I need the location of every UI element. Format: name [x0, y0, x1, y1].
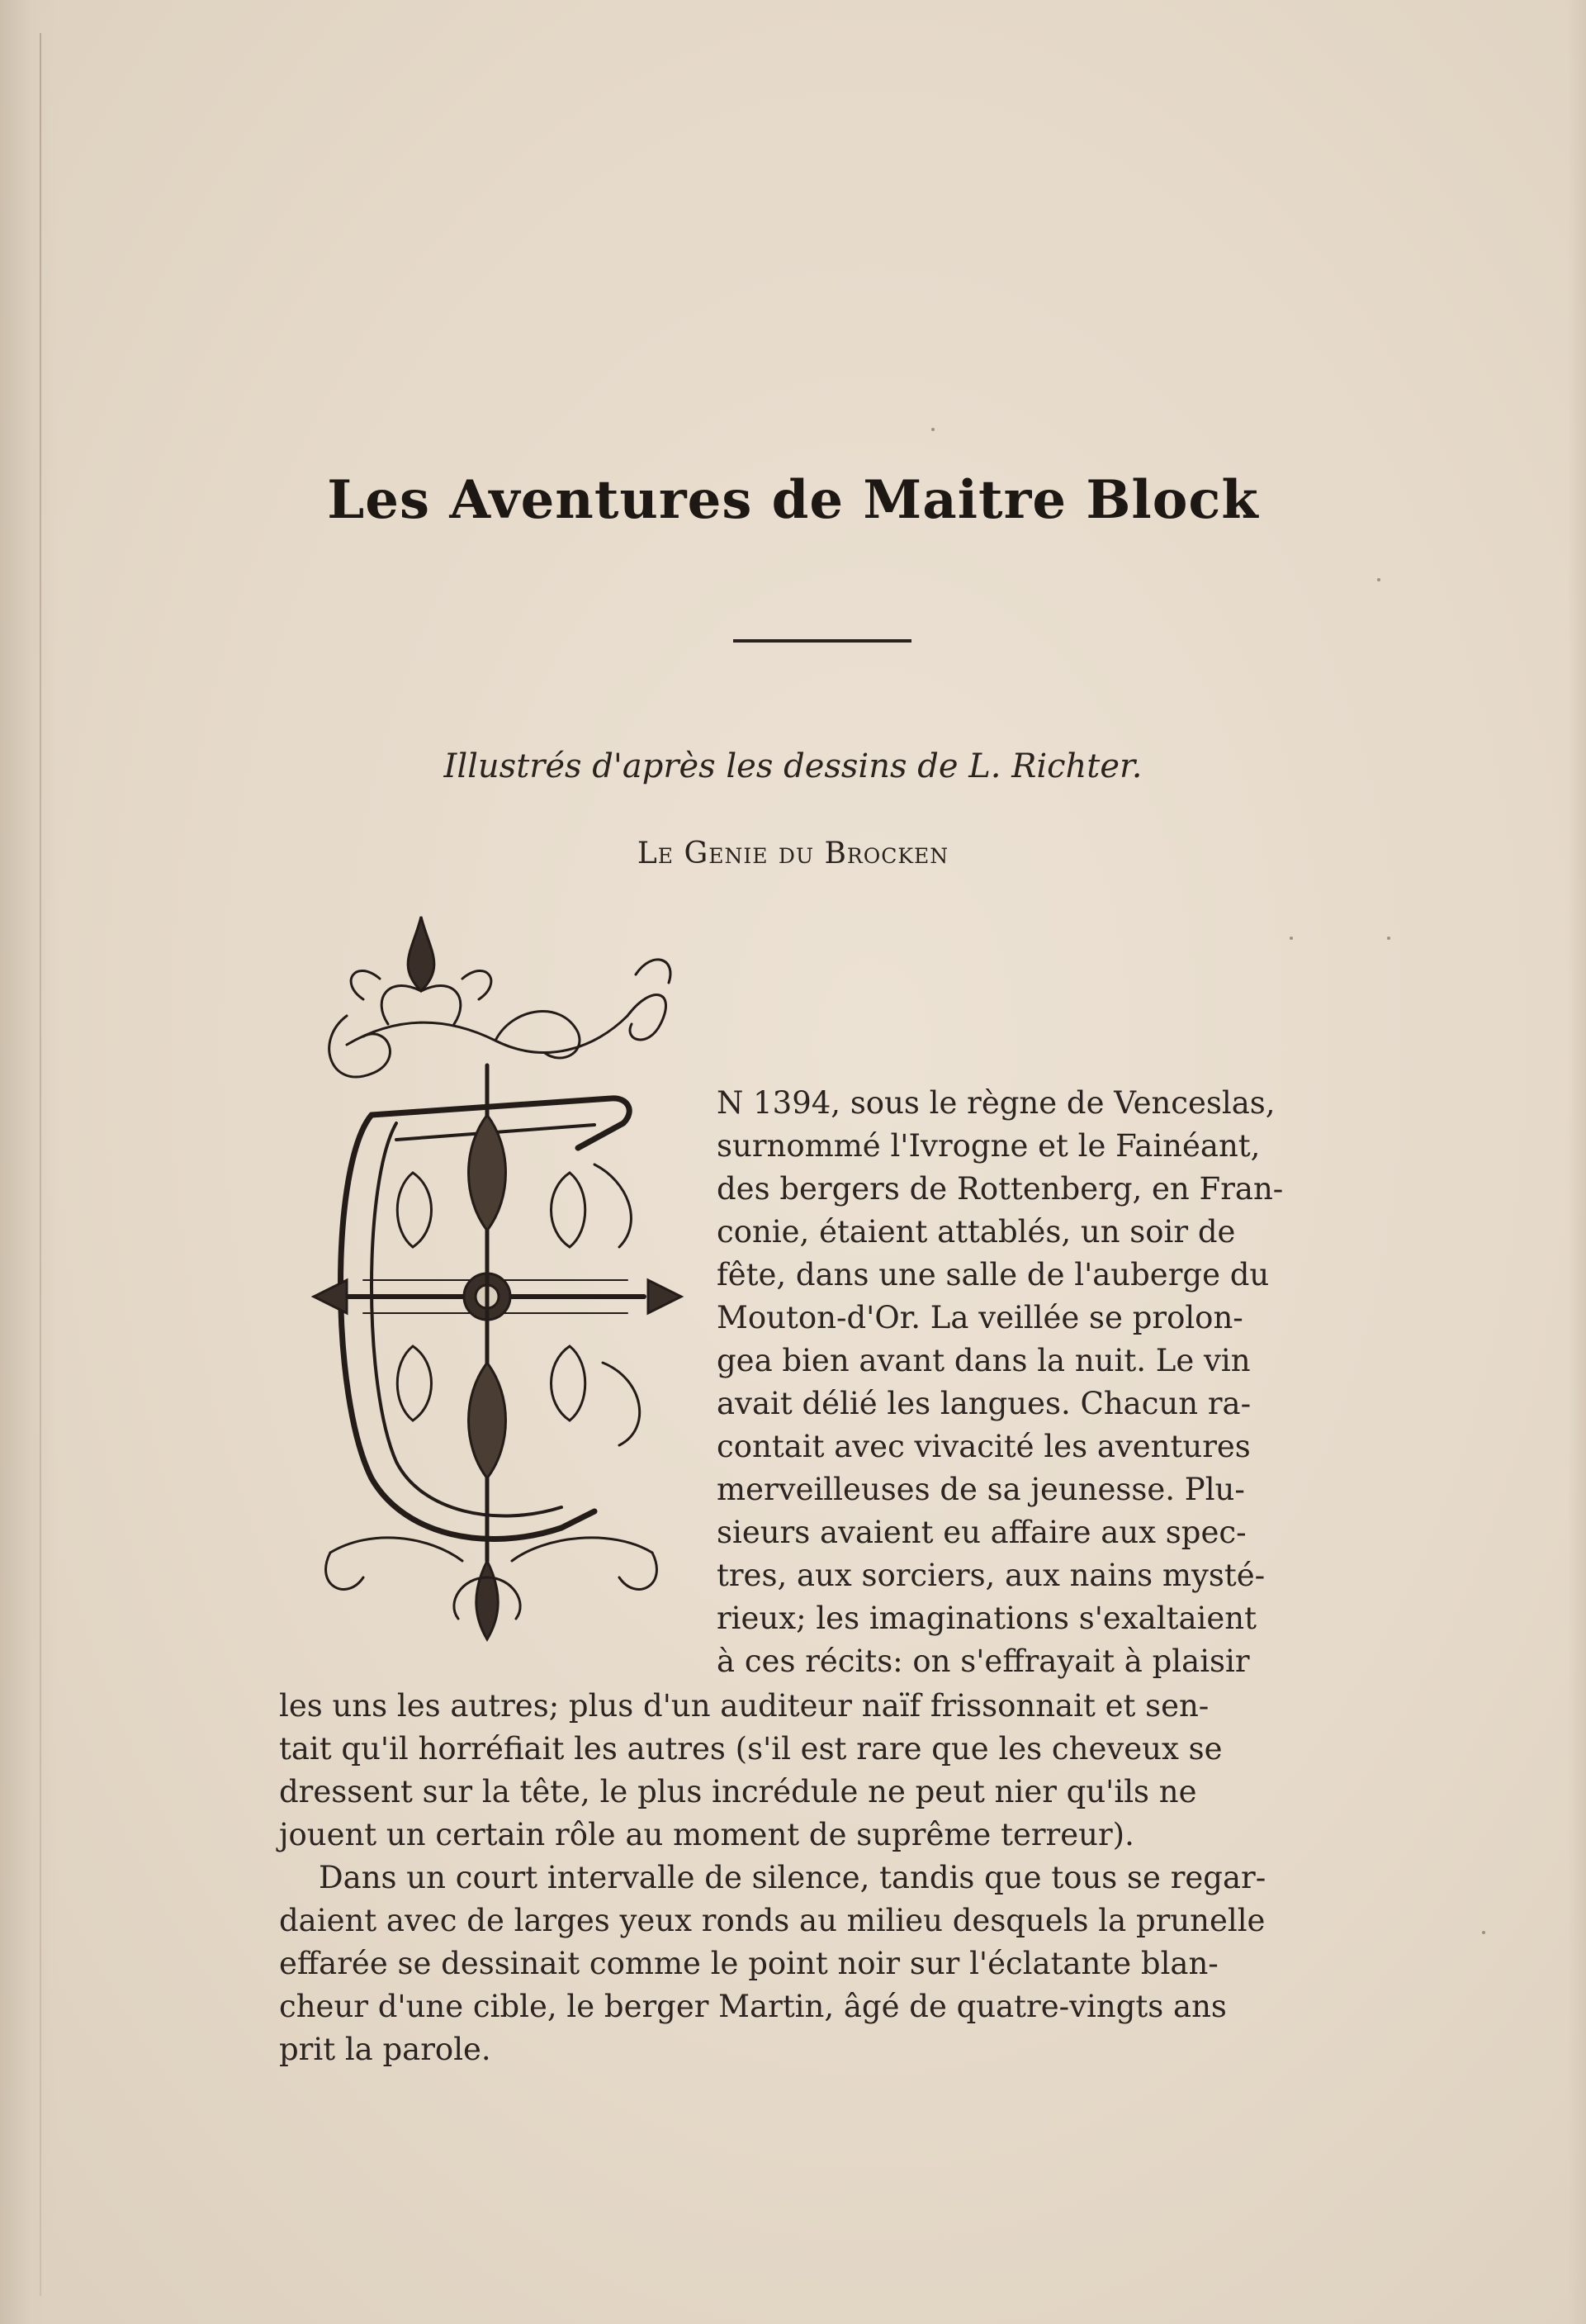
text-line: sieurs avaient eu affaire aux spec-	[717, 1515, 1247, 1550]
text-line: prit la parole.	[279, 2032, 491, 2067]
text-line: les uns les autres; plus d'un auditeur naïf frissonnait et sen-	[279, 1688, 1210, 1724]
paper-speck	[1482, 1931, 1485, 1934]
binding-edge	[40, 33, 41, 2296]
text-line: tres, aux sorciers, aux nains mysté-	[717, 1558, 1266, 1593]
paragraph-2	[279, 1857, 1385, 2071]
paragraph-1-indented	[717, 1082, 1385, 1683]
subtitle: Illustrés d'après les dessins de L. Richter.	[443, 747, 1143, 785]
section-heading: Le Genie du Brocken	[637, 837, 949, 870]
text-line: fête, dans une salle de l'auberge du	[717, 1257, 1270, 1292]
text-line: Dans un court intervalle de silence, tandis que tous se regar-	[319, 1860, 1266, 1895]
text-line: des bergers de Rottenberg, en Fran-	[717, 1171, 1284, 1207]
text-line: contait avec vivacité les aventures	[717, 1429, 1251, 1464]
text-line: N 1394, sous le règne de Venceslas,	[717, 1085, 1276, 1121]
page-title: Les Aventures de Maitre Block	[327, 469, 1259, 531]
text-line: conie, étaient attablés, un soir de	[717, 1214, 1236, 1250]
text-line: Mouton-d'Or. La veillée se prolon-	[717, 1300, 1243, 1335]
paper-speck	[1377, 578, 1380, 581]
text-line: gea bien avant dans la nuit. Le vin	[717, 1343, 1251, 1378]
paper-speck	[1290, 937, 1293, 940]
paper-speck	[931, 428, 935, 431]
text-line: cheur d'une cible, le berger Martin, âgé de quatre-vingts ans	[279, 1989, 1227, 2024]
ornamental-drop-cap-e-icon	[297, 900, 698, 1652]
text-line: merveilleuses de sa jeunesse. Plu-	[717, 1472, 1245, 1507]
page-gutter	[0, 0, 58, 2324]
text-line: avait délié les langues. Chacun ra-	[717, 1386, 1252, 1421]
text-line: effarée se dessinait comme le point noir sur l'éclatante blan-	[279, 1946, 1219, 1981]
title-rule	[733, 639, 911, 643]
paper-speck	[1387, 937, 1390, 940]
paragraph-1-continued	[279, 1685, 1385, 1857]
text-line: jouent un certain rôle au moment de suprême terreur).	[279, 1817, 1134, 1852]
page-edge	[1568, 0, 1586, 2324]
text-line: tait qu'il horréfiait les autres (s'il est rare que les cheveux se	[279, 1731, 1223, 1767]
text-line: daient avec de larges yeux ronds au milieu desquels la prunelle	[279, 1903, 1266, 1938]
text-line: rieux; les imaginations s'exaltaient	[717, 1601, 1257, 1636]
text-line: dressent sur la tête, le plus incrédule ne peut nier qu'ils ne	[279, 1774, 1197, 1809]
text-line: à ces récits: on s'effrayait à plaisir	[717, 1643, 1250, 1679]
text-line: surnommé l'Ivrogne et le Fainéant,	[717, 1128, 1261, 1164]
